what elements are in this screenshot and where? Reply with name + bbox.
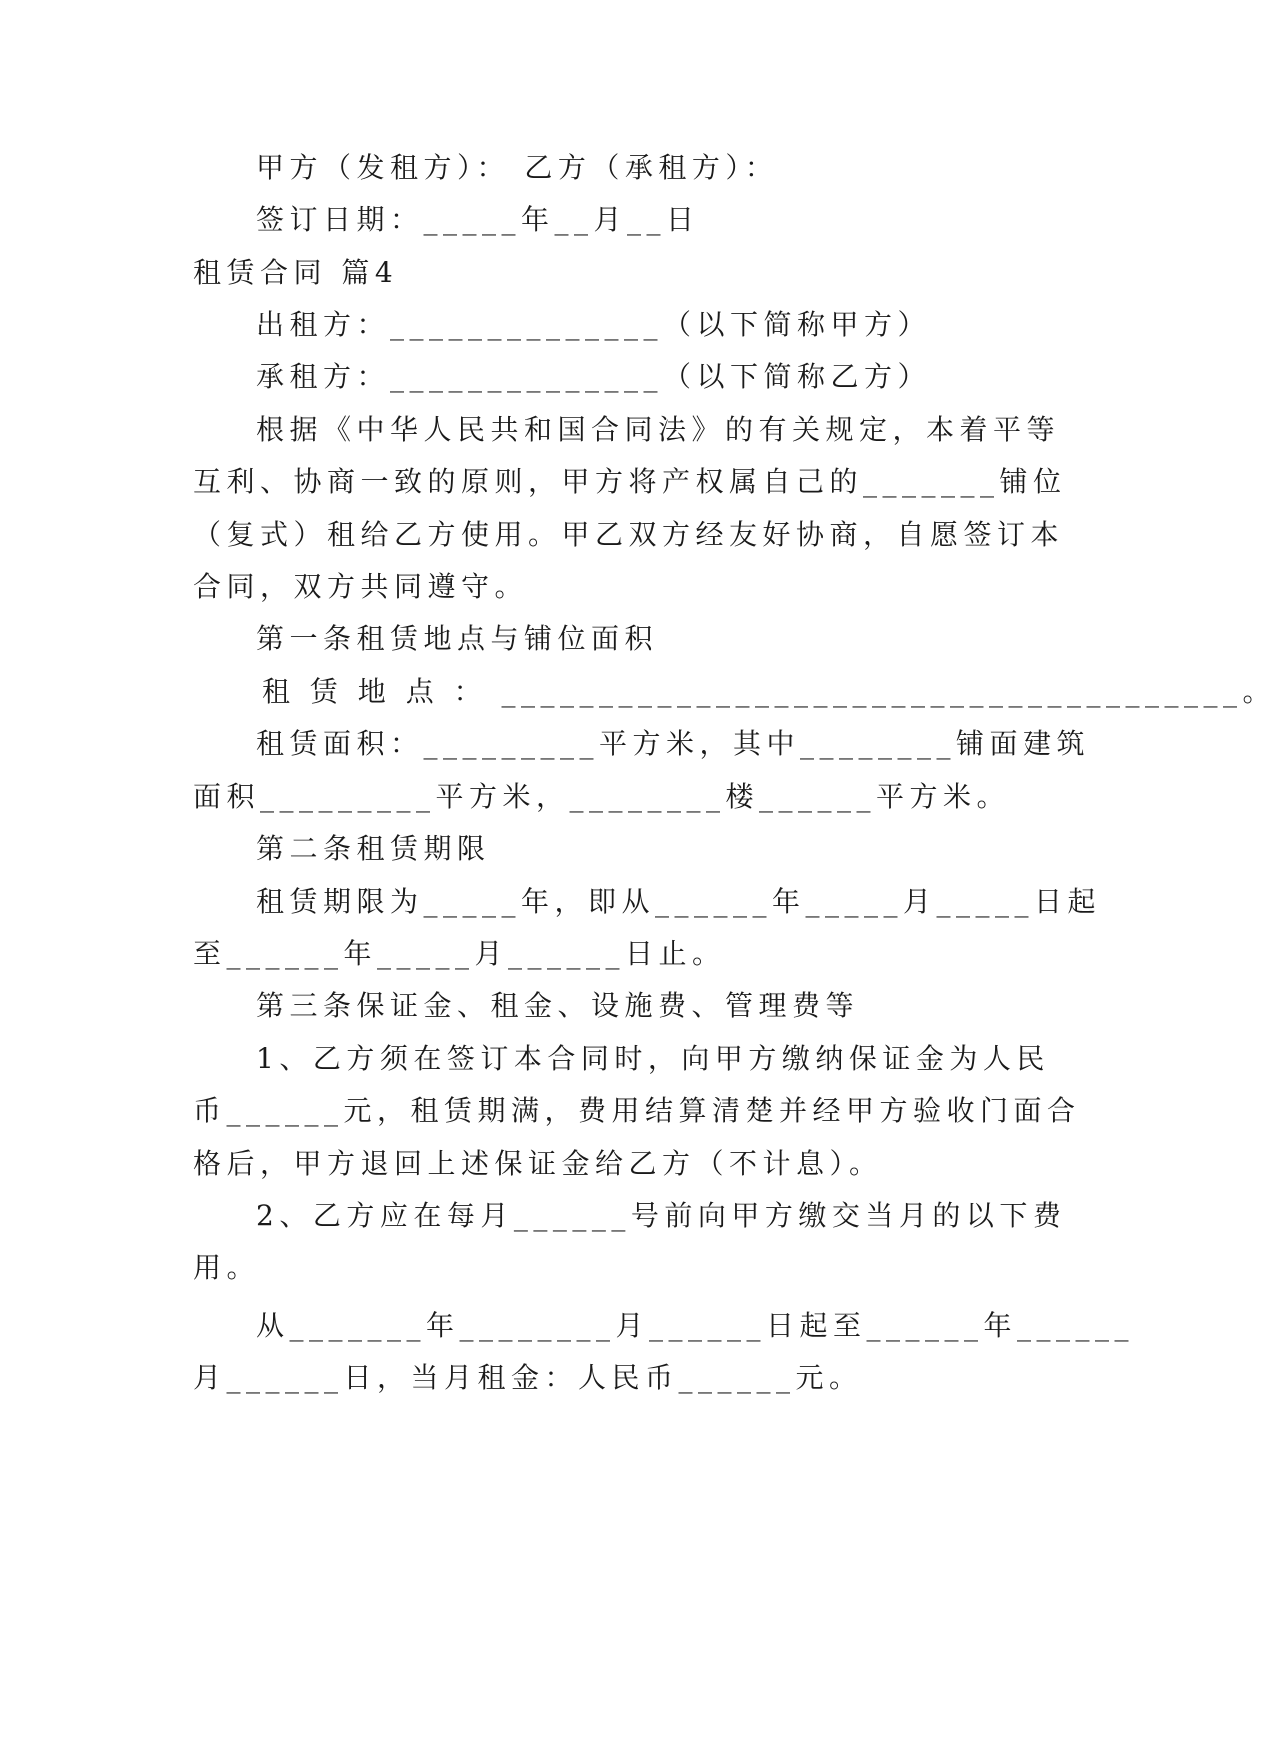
lease-area-line: 租赁面积：_________平方米，其中________铺面建筑 [256,727,1091,760]
lease-term-line: 租赁期限为_____年，即从______年_____月_____日起 [256,885,1102,918]
lease-area-line: 面积_________平方米，________楼______平方米。 [193,780,1011,813]
clause-line: 2、乙方应在每月______号前向甲方缴交当月的以下费 [256,1199,1067,1232]
clause-line: 用。 [193,1251,261,1284]
lessor-line: 出租方：______________（以下简称甲方） [256,308,932,341]
article-heading: 第二条租赁期限 [256,832,491,865]
party-a-b-line: 甲方（发租方）： 乙方（承租方）： [256,151,779,184]
clause-line: 1、乙方须在签订本合同时，向甲方缴纳保证金为人民 [256,1042,1050,1075]
paragraph-line: （复式）租给乙方使用。甲乙双方经友好协商，自愿签订本 [193,518,1065,551]
lessee-line: 承租方：______________（以下简称乙方） [256,360,932,393]
section-heading: 租赁合同 篇4 [193,256,399,289]
clause-line: 币______元，租赁期满，费用结算清楚并经甲方验收门面合 [193,1094,1081,1127]
lease-location-line: 租 赁 地 点 ： ______________________________________。 [262,675,1276,708]
rent-period-line: 月______日，当月租金：人民币______元。 [193,1361,863,1394]
article-heading: 第三条保证金、租金、设施费、管理费等 [256,989,860,1022]
rent-period-line: 从_______年________月______日起至______年______ [256,1309,1135,1342]
clause-line: 格后，甲方退回上述保证金给乙方（不计息）。 [193,1147,883,1180]
paragraph-line: 合同，双方共同遵守。 [193,570,529,603]
lease-term-line: 至______年_____月______日止。 [193,937,726,970]
signing-date-line: 签订日期：_____年__月__日 [256,203,700,236]
paragraph-line: 根据《中华人民共和国合同法》的有关规定，本着平等 [256,413,1061,446]
paragraph-line: 互利、协商一致的原则，甲方将产权属自己的_______铺位 [193,465,1067,498]
article-heading: 第一条租赁地点与铺位面积 [256,622,659,655]
